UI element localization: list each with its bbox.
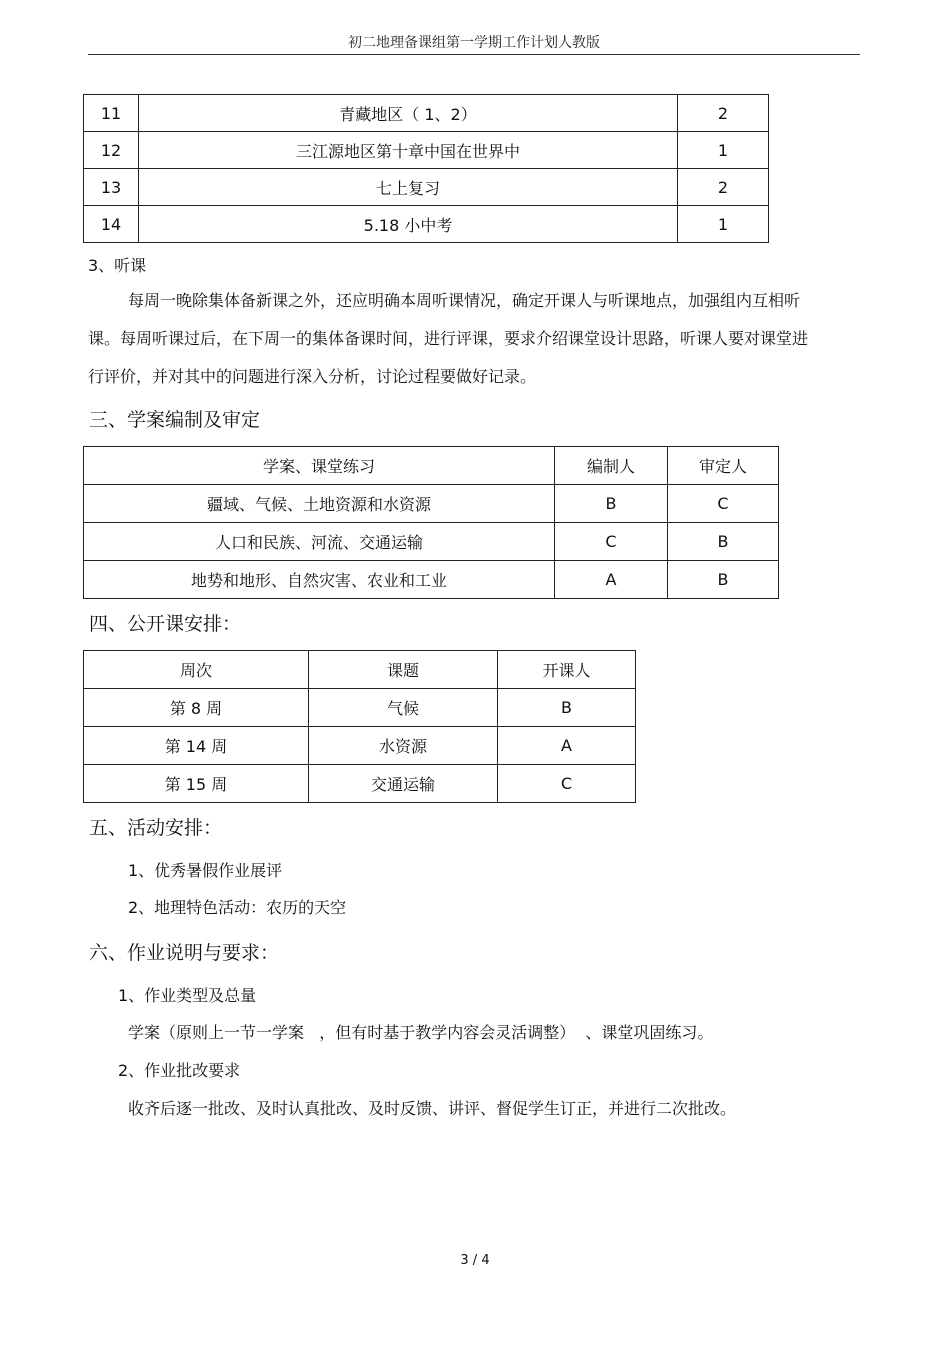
lesson-hours: 1	[678, 132, 769, 169]
lesson-number: 11	[84, 95, 139, 132]
column-header: 开课人	[498, 651, 636, 689]
lesson-number: 13	[84, 169, 139, 206]
page-header-title: 初二地理备课组第一学期工作计划人教版	[348, 35, 600, 51]
homework-grading-text: 收齐后逐一批改、及时认真批改、及时反馈、讲评、督促学生订正，并进行二次批改。	[128, 1099, 737, 1118]
lesson-number: 14	[84, 206, 139, 243]
listening-text: 每周一晚除集体备新课之外，还应明确本周听课情况，确定开课人与听课地点，加强组内互相听课。每周听课过后，在下周一的集体备课时间，进行评课，要求介绍课堂设计思路，听课人要对课堂进行评价，并对其中的问题进行深入分析，讨论过程要做好记录。	[88, 291, 809, 386]
study-plan-content: 疆域、气候、土地资源和水资源	[84, 485, 555, 523]
open-class-week: 第 15 周	[84, 765, 309, 803]
column-header: 周次	[84, 651, 309, 689]
lesson-hours: 2	[678, 95, 769, 132]
lesson-topic: 三江源地区第十章中国在世界中	[139, 132, 678, 169]
open-class-topic: 水资源	[309, 727, 498, 765]
table-row	[84, 523, 779, 561]
column-header: 编制人	[555, 447, 668, 485]
study-plan-editor: C	[555, 523, 668, 561]
column-header: 学案、课堂练习	[84, 447, 555, 485]
open-class-table	[83, 650, 636, 803]
study-plan-reviewer: C	[668, 485, 779, 523]
header-divider	[88, 54, 860, 55]
homework-type-text: 学案（原则上一节一学案 ，但有时基于教学内容会灵活调整） 、课堂巩固练习。	[128, 1023, 714, 1042]
table-row	[84, 169, 769, 206]
table-header-row	[84, 651, 636, 689]
lesson-number: 12	[84, 132, 139, 169]
table-row	[84, 727, 636, 765]
open-class-topic: 交通运输	[309, 765, 498, 803]
open-class-teacher: A	[498, 727, 636, 765]
table-row	[84, 765, 636, 803]
homework-heading: 六、作业说明与要求：	[89, 942, 280, 964]
homework-grading-heading: 2、作业批改要求	[118, 1061, 241, 1080]
open-class-teacher: B	[498, 689, 636, 727]
activity-item: 2、地理特色活动：农历的天空	[128, 898, 347, 917]
page-number: 3 / 4	[460, 1253, 490, 1268]
table-row	[84, 95, 769, 132]
study-plan-reviewer: B	[668, 523, 779, 561]
study-plan-heading: 三、学案编制及审定	[89, 409, 261, 431]
activities-heading: 五、活动安排：	[89, 817, 223, 839]
lesson-hours: 2	[678, 169, 769, 206]
study-plan-table	[83, 446, 779, 599]
table-row	[84, 206, 769, 243]
study-plan-reviewer: B	[668, 561, 779, 599]
open-class-week: 第 8 周	[84, 689, 309, 727]
study-plan-content: 人口和民族、河流、交通运输	[84, 523, 555, 561]
listening-heading: 3、听课	[88, 256, 147, 275]
schedule-table	[83, 94, 769, 243]
open-class-teacher: C	[498, 765, 636, 803]
lesson-topic: 5.18 小中考	[139, 206, 678, 243]
listening-paragraph	[88, 282, 823, 396]
table-row	[84, 689, 636, 727]
lesson-topic: 青藏地区（ 1、2）	[139, 95, 678, 132]
open-class-topic: 气候	[309, 689, 498, 727]
open-class-week: 第 14 周	[84, 727, 309, 765]
homework-type-heading: 1、作业类型及总量	[118, 986, 257, 1005]
activity-item: 1、优秀暑假作业展评	[128, 861, 283, 880]
study-plan-editor: A	[555, 561, 668, 599]
open-class-heading: 四、公开课安排：	[89, 613, 242, 635]
table-row	[84, 485, 779, 523]
study-plan-editor: B	[555, 485, 668, 523]
table-row	[84, 132, 769, 169]
table-row	[84, 561, 779, 599]
column-header: 课题	[309, 651, 498, 689]
lesson-hours: 1	[678, 206, 769, 243]
study-plan-content: 地势和地形、自然灾害、农业和工业	[84, 561, 555, 599]
lesson-topic: 七上复习	[139, 169, 678, 206]
table-header-row	[84, 447, 779, 485]
column-header: 审定人	[668, 447, 779, 485]
